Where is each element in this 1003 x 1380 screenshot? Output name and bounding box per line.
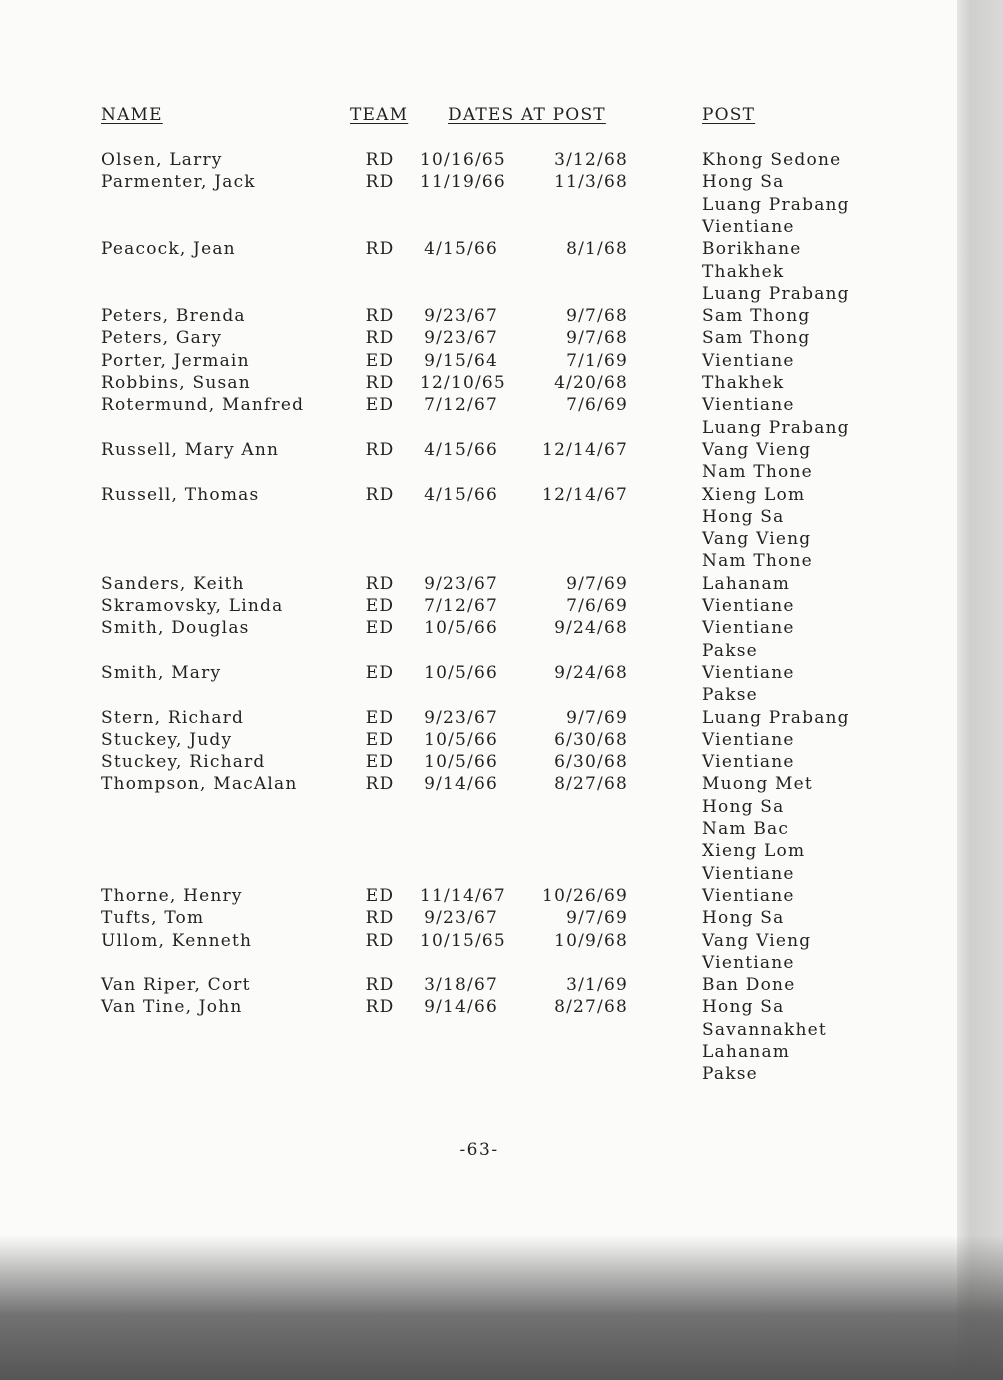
row-date-to: 12/14/67	[542, 439, 628, 460]
row-post: Vientiane	[702, 885, 795, 906]
row-date-to: 8/27/68	[554, 997, 628, 1018]
row-team: ED	[365, 707, 395, 728]
row-name: Robbins, Susan	[101, 373, 251, 393]
row-name: Thompson, MacAlan	[101, 774, 298, 795]
row-name: Tufts, Tom	[101, 908, 205, 929]
row-team: ED	[365, 596, 395, 616]
row-date-from: 4/15/66	[424, 484, 498, 505]
row-name: Peacock, Jean	[101, 239, 236, 260]
row-name: Skramovsky, Linda	[101, 596, 284, 616]
row-post: Hong Sa	[702, 796, 785, 817]
row-post: Pakse	[702, 685, 758, 706]
scan-shadow	[0, 1235, 1003, 1380]
row-date-to: 10/26/69	[542, 885, 628, 906]
row-name: Russell, Mary Ann	[101, 439, 280, 460]
row-post: Lahanam	[702, 573, 791, 594]
row-name: Peters, Gary	[101, 328, 223, 349]
row-date-to: 9/24/68	[554, 618, 628, 639]
row-date-from: 11/14/67	[420, 885, 506, 906]
row-date-to: 4/20/68	[554, 373, 628, 393]
row-name: Van Tine, John	[101, 997, 243, 1018]
row-post: Xieng Lom	[702, 841, 806, 862]
row-date-to: 3/12/68	[554, 150, 628, 170]
header-dates-at-post: DATES AT POST	[448, 105, 606, 125]
row-post: Thakhek	[702, 373, 785, 393]
header-post: POST	[702, 105, 756, 125]
row-post: Khong Sedone	[702, 150, 842, 170]
row-team: RD	[365, 930, 395, 951]
row-post: Vientiane	[702, 395, 795, 416]
row-post: Sam Thong	[702, 306, 811, 327]
row-team: ED	[365, 662, 395, 683]
row-post: Thakhek	[702, 261, 785, 282]
row-date-from: 9/23/67	[424, 707, 498, 728]
row-date-from: 12/10/65	[420, 373, 506, 393]
row-post: Hong Sa	[702, 908, 785, 929]
row-team: ED	[365, 752, 395, 773]
row-name: Smith, Douglas	[101, 618, 250, 639]
header-name: NAME	[101, 105, 163, 125]
row-post: Lahanam	[702, 1042, 791, 1062]
row-date-from: 9/23/67	[424, 306, 498, 327]
row-team: RD	[365, 997, 395, 1018]
row-post: Nam Thone	[702, 462, 813, 483]
row-post: Hong Sa	[702, 172, 785, 193]
row-post: Vientiane	[702, 752, 795, 773]
row-team: RD	[365, 908, 395, 929]
row-date-to: 9/7/69	[566, 908, 628, 929]
row-team: RD	[365, 172, 395, 193]
row-date-from: 3/18/67	[424, 975, 498, 996]
row-post: Vientiane	[702, 729, 795, 750]
row-name: Sanders, Keith	[101, 573, 245, 594]
row-date-to: 9/24/68	[554, 662, 628, 683]
row-date-from: 4/15/66	[424, 239, 498, 260]
row-post: Vientiane	[702, 863, 795, 884]
row-post: Xieng Lom	[702, 484, 806, 505]
row-date-to: 8/1/68	[566, 239, 628, 260]
row-post: Nam Thone	[702, 551, 813, 572]
row-date-from: 7/12/67	[424, 596, 498, 616]
row-team: RD	[365, 573, 395, 594]
page-number: -63-	[459, 1140, 499, 1160]
row-team: RD	[365, 239, 395, 260]
row-name: Porter, Jermain	[101, 350, 250, 371]
row-post: Vientiane	[702, 662, 795, 683]
row-date-from: 9/23/67	[424, 328, 498, 349]
row-date-to: 9/7/69	[566, 707, 628, 728]
row-name: Smith, Mary	[101, 662, 222, 683]
row-post: Savannakhet	[702, 1019, 827, 1040]
row-post: Vientiane	[702, 618, 795, 639]
row-team: RD	[365, 439, 395, 460]
header-team: TEAM	[350, 105, 409, 125]
row-date-to: 11/3/68	[554, 172, 628, 193]
row-name: Rotermund, Manfred	[101, 395, 305, 416]
row-date-from: 9/15/64	[424, 350, 498, 371]
row-team: RD	[365, 306, 395, 327]
row-team: RD	[365, 774, 395, 795]
row-date-to: 9/7/69	[566, 573, 628, 594]
row-name: Ullom, Kenneth	[101, 930, 253, 951]
row-date-to: 7/1/69	[566, 350, 628, 371]
row-team: RD	[365, 373, 395, 393]
row-team: ED	[365, 729, 395, 750]
row-date-from: 9/23/67	[424, 908, 498, 929]
row-name: Olsen, Larry	[101, 150, 223, 170]
row-team: RD	[365, 328, 395, 349]
row-date-to: 7/6/69	[566, 395, 628, 416]
row-post: Luang Prabang	[702, 283, 850, 304]
row-name: Stern, Richard	[101, 707, 245, 728]
row-date-from: 4/15/66	[424, 439, 498, 460]
row-date-from: 7/12/67	[424, 395, 498, 416]
row-team: ED	[365, 618, 395, 639]
row-post: Vientiane	[702, 216, 795, 237]
row-date-from: 10/16/65	[420, 150, 506, 170]
row-name: Peters, Brenda	[101, 306, 246, 327]
row-post: Vientiane	[702, 952, 795, 973]
row-date-to: 6/30/68	[554, 752, 628, 773]
row-date-from: 10/15/65	[420, 930, 506, 951]
row-date-from: 10/5/66	[424, 752, 498, 773]
row-date-to: 10/9/68	[554, 930, 628, 951]
row-name: Russell, Thomas	[101, 484, 260, 505]
row-name: Parmenter, Jack	[101, 172, 256, 193]
row-date-from: 10/5/66	[424, 618, 498, 639]
row-team: RD	[365, 975, 395, 996]
row-post: Vang Vieng	[702, 529, 812, 550]
row-post: Vang Vieng	[702, 439, 812, 460]
row-date-to: 3/1/69	[566, 975, 628, 996]
row-post: Pakse	[702, 640, 758, 661]
row-post: Luang Prabang	[702, 707, 850, 728]
row-date-to: 7/6/69	[566, 596, 628, 616]
row-date-from: 10/5/66	[424, 662, 498, 683]
row-post: Hong Sa	[702, 997, 785, 1018]
row-post: Vang Vieng	[702, 930, 812, 951]
row-date-from: 10/5/66	[424, 729, 498, 750]
row-date-to: 9/7/68	[566, 306, 628, 327]
row-post: Hong Sa	[702, 506, 785, 527]
row-date-to: 8/27/68	[554, 774, 628, 795]
row-date-to: 6/30/68	[554, 729, 628, 750]
row-name: Stuckey, Judy	[101, 729, 233, 750]
row-date-from: 9/14/66	[424, 997, 498, 1018]
row-team: ED	[365, 395, 395, 416]
row-date-from: 11/19/66	[420, 172, 506, 193]
row-date-from: 9/14/66	[424, 774, 498, 795]
row-post: Borikhane	[702, 239, 802, 260]
row-team: RD	[365, 150, 395, 170]
row-team: ED	[365, 885, 395, 906]
row-post: Vientiane	[702, 350, 795, 371]
row-post: Muong Met	[702, 774, 813, 795]
row-post: Ban Done	[702, 975, 796, 996]
row-post: Pakse	[702, 1064, 758, 1085]
row-post: Sam Thong	[702, 328, 811, 349]
row-name: Stuckey, Richard	[101, 752, 266, 773]
row-team: RD	[365, 484, 395, 505]
row-post: Nam Bac	[702, 819, 790, 839]
row-post: Vientiane	[702, 596, 795, 616]
binding-edge	[957, 0, 1003, 1380]
row-name: Van Riper, Cort	[101, 975, 251, 996]
row-date-to: 12/14/67	[542, 484, 628, 505]
row-post: Luang Prabang	[702, 194, 850, 215]
row-date-to: 9/7/68	[566, 328, 628, 349]
row-date-from: 9/23/67	[424, 573, 498, 594]
row-post: Luang Prabang	[702, 417, 850, 438]
row-team: ED	[365, 350, 395, 371]
row-name: Thorne, Henry	[101, 885, 243, 906]
